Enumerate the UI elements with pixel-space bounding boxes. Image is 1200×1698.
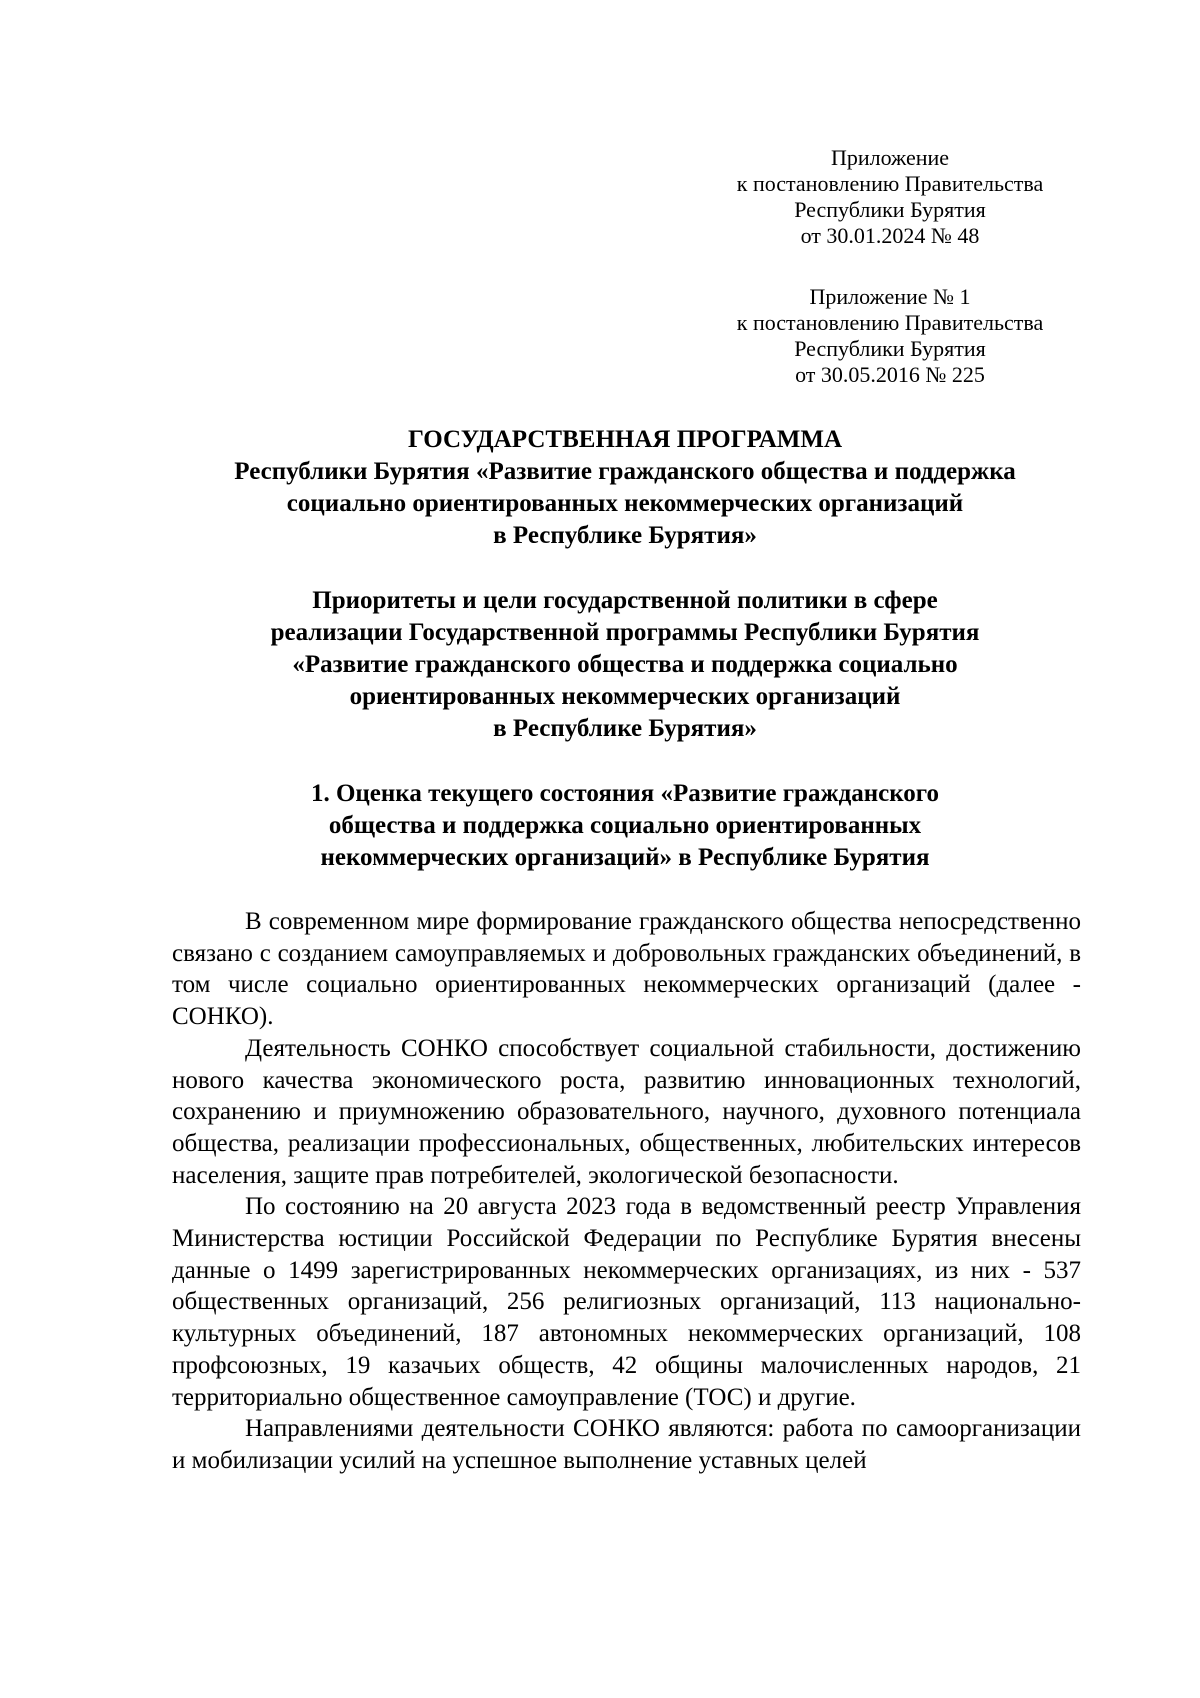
appendix-block-original bbox=[700, 284, 1080, 388]
title-line: реализации Государственной программы Республики Бурятия bbox=[270, 619, 980, 646]
paragraph: В современном мире формирование гражданского общества непосредственно связано с созданием самоуправляемых и добровольных гражданских объединений, в том числе социально ориентированных некоммерческих организаций (далее - СОНКО). bbox=[172, 908, 1081, 1031]
appendix-line: к постановлению Правительства bbox=[736, 310, 1044, 335]
program-title bbox=[150, 424, 1100, 552]
appendix-line: Республики Бурятия bbox=[794, 336, 986, 361]
appendix-line: Приложение № 1 bbox=[809, 284, 971, 309]
title-line: в Республике Бурятия» bbox=[493, 715, 757, 742]
title-line: ГОСУДАРСТВЕННАЯ ПРОГРАММА bbox=[407, 426, 843, 453]
title-line: Республики Бурятия «Развитие гражданского общества и поддержка bbox=[234, 458, 1016, 485]
title-line: в Республике Бурятия» bbox=[493, 522, 757, 549]
appendix-line: к постановлению Правительства bbox=[736, 171, 1044, 196]
title-line: общества и поддержка социально ориентированных bbox=[328, 812, 922, 839]
appendix-line: от 30.01.2024 № 48 bbox=[800, 223, 980, 248]
title-line: некоммерческих организаций» в Республике Бурятия bbox=[320, 844, 930, 871]
section-1-title bbox=[150, 778, 1100, 874]
section-1-body bbox=[172, 906, 1081, 1477]
title-line: 1. Оценка текущего состояния «Развитие гражданского bbox=[310, 780, 940, 807]
title-line: социально ориентированных некоммерческих организаций bbox=[286, 490, 964, 517]
appendix-line: Приложение bbox=[830, 145, 950, 170]
title-line: ориентированных некоммерческих организаций bbox=[349, 683, 901, 710]
title-line: «Развитие гражданского общества и поддержка социально bbox=[292, 651, 958, 678]
title-line: Приоритеты и цели государственной политики в сфере bbox=[312, 587, 938, 614]
appendix-line: от 30.05.2016 № 225 bbox=[795, 362, 985, 387]
paragraph: Деятельность СОНКО способствует социальной стабильности, достижению нового качества экономического роста, развитию инновационных технологий, сохранению и приумножению образовательного, научного, духовного потенциала общества, реализации профессиональных, общественных, любительских интересов населения, защите прав потребителей, экологической безопасности. bbox=[172, 1034, 1081, 1189]
paragraph: По состоянию на 20 августа 2023 года в ведомственный реестр Управления Министерства юстиции Российской Федерации по Республике Бурятия внесены данные о 1499 зарегистрированных некоммерческих организациях, из них - 537 общественных организаций, 256 религиозных организаций, 113 национально-культурных объединений, 187 автономных некоммерческих организаций, 108 профсоюзных, 19 казачьих обществ, 42 общины малочисленных народов, 21 территориально общественное самоуправление (ТОС) и другие. bbox=[172, 1193, 1081, 1411]
paragraph: Направлениями деятельности СОНКО являются: работа по самоорганизации и мобилизации усилий на успешное выполнение уставных целей bbox=[172, 1415, 1081, 1474]
appendix-line: Республики Бурятия bbox=[794, 197, 986, 222]
priorities-title bbox=[150, 585, 1100, 745]
appendix-block-current bbox=[700, 145, 1080, 249]
